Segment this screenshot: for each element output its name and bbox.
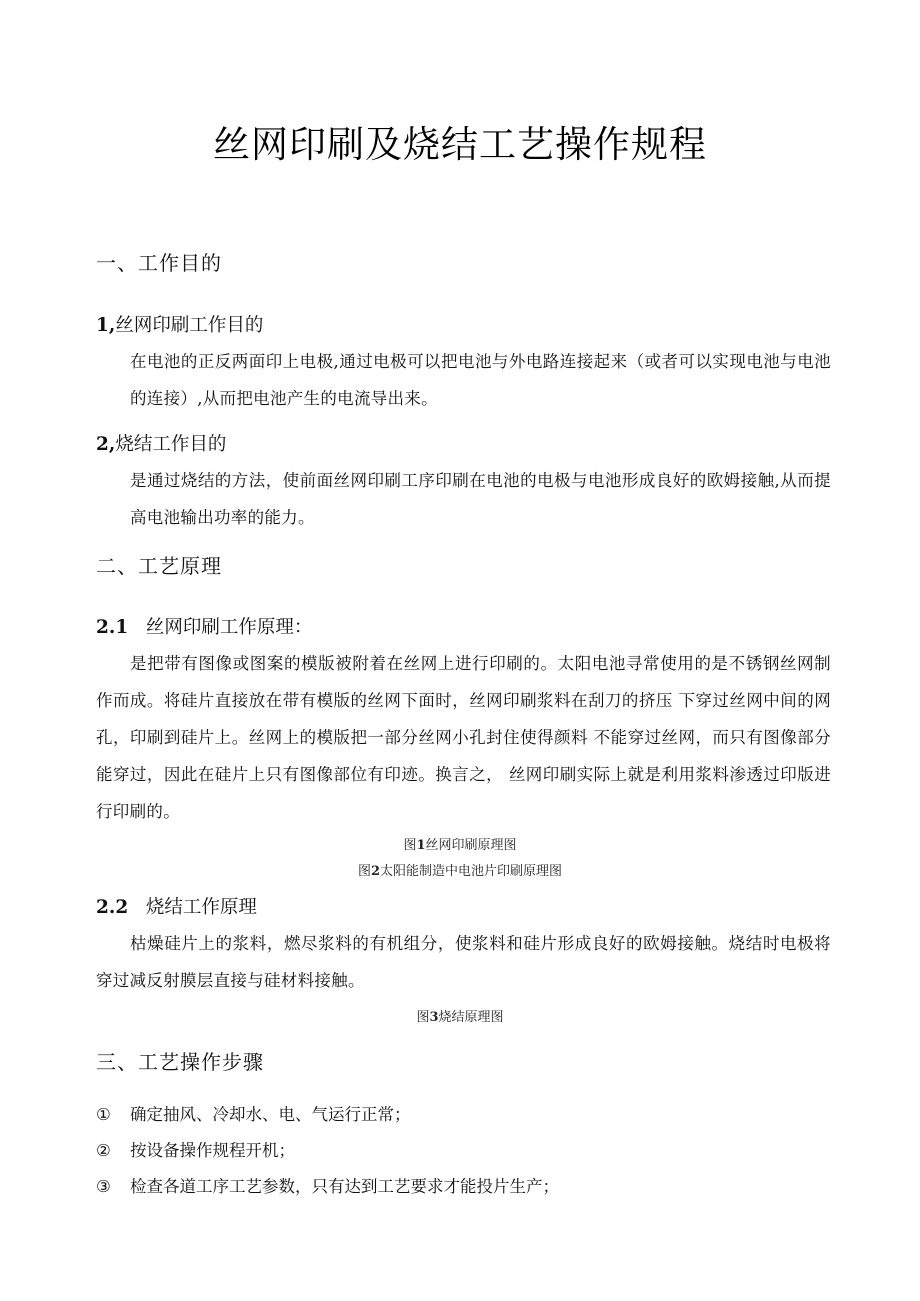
caption-text: 丝网印刷原理图 xyxy=(425,838,517,853)
paragraph-printing-purpose: 在电池的正反两面印上电极,通过电极可以把电池与外电路连接起来（或者可以实现电池与电池的连接）,从而把电池产生的电流导出来。 xyxy=(130,352,831,408)
subsection-number: 2.1 xyxy=(96,617,129,638)
step-item xyxy=(96,1137,295,1161)
section-heading-purpose: 一、工作目的 xyxy=(96,251,222,275)
subsection-title: 丝网印刷工作原理： xyxy=(145,617,313,638)
step-text: 检查各道工序工艺参数，只有达到工艺要求才能投片生产； xyxy=(130,1177,559,1196)
caption-number: 2 xyxy=(370,864,381,879)
subsection-title: 丝网印刷工作目的 xyxy=(115,315,264,336)
caption-text: 太阳能制造中电池片印刷原理图 xyxy=(380,864,563,879)
step-item xyxy=(96,1173,559,1197)
step-item xyxy=(96,1101,411,1125)
subsection-heading-printing-principle xyxy=(96,613,312,639)
page-title: 丝网印刷及烧结工艺操作规程 xyxy=(213,123,707,166)
paragraph-sintering-purpose: 是通过烧结的方法，使前面丝网印刷工序印刷在电池的电极与电池形成良好的欧姆接触,从而提高电池输出功率的能力。 xyxy=(130,471,831,527)
step-marker: ② xyxy=(96,1141,111,1160)
subsection-number: 2.2 xyxy=(96,897,129,918)
caption-prefix: 图 xyxy=(416,1010,430,1025)
figure-caption-2 xyxy=(0,860,920,879)
paragraph-printing-principle: 是把带有图像或图案的模版被附着在丝网上进行印刷的。太阳电池寻常使用的是不锈钢丝网制作而成。将硅片直接放在带有模版的丝网下面时，丝网印刷浆料在刮刀的挤压 下穿过丝网中间的网孔，印刷到硅片上。丝网上的模版把一部分丝网小孔封住使得颜料 不能穿过丝网，而只有图像部分能穿过，因此在硅片上只有图像部位有印迹。换言之， 丝网印刷实际上就是利用浆料渗透过印版进行印刷的。 xyxy=(96,654,831,821)
step-marker: ① xyxy=(96,1105,111,1124)
subsection-number: 1, xyxy=(96,315,116,336)
figure-caption-1 xyxy=(0,834,920,853)
caption-number: 1 xyxy=(416,838,426,853)
step-text: 确定抽风、冷却水、电、气运行正常； xyxy=(130,1105,411,1124)
subsection-title: 烧结工作目的 xyxy=(115,434,227,455)
section-heading-principle: 二、工艺原理 xyxy=(96,554,222,578)
caption-prefix: 图 xyxy=(403,838,417,853)
subsection-heading-printing-purpose xyxy=(96,311,263,337)
caption-text: 烧结原理图 xyxy=(438,1010,504,1025)
subsection-heading-sintering-principle xyxy=(96,893,257,919)
caption-prefix: 图 xyxy=(357,864,371,879)
step-marker: ③ xyxy=(96,1177,111,1196)
subsection-title: 烧结工作原理 xyxy=(145,897,257,918)
subsection-heading-sintering-purpose xyxy=(96,430,226,456)
subsection-number: 2, xyxy=(96,434,116,455)
paragraph-sintering-principle: 枯燥硅片上的浆料，燃尽浆料的有机组分，使浆料和硅片形成良好的欧姆接触。烧结时电极将穿过减反射膜层直接与硅材料接触。 xyxy=(96,934,831,990)
step-text: 按设备操作规程开机； xyxy=(130,1141,295,1160)
section-heading-steps: 三、工艺操作步骤 xyxy=(96,1050,264,1074)
figure-caption-3 xyxy=(0,1006,920,1025)
caption-number: 3 xyxy=(429,1010,439,1025)
